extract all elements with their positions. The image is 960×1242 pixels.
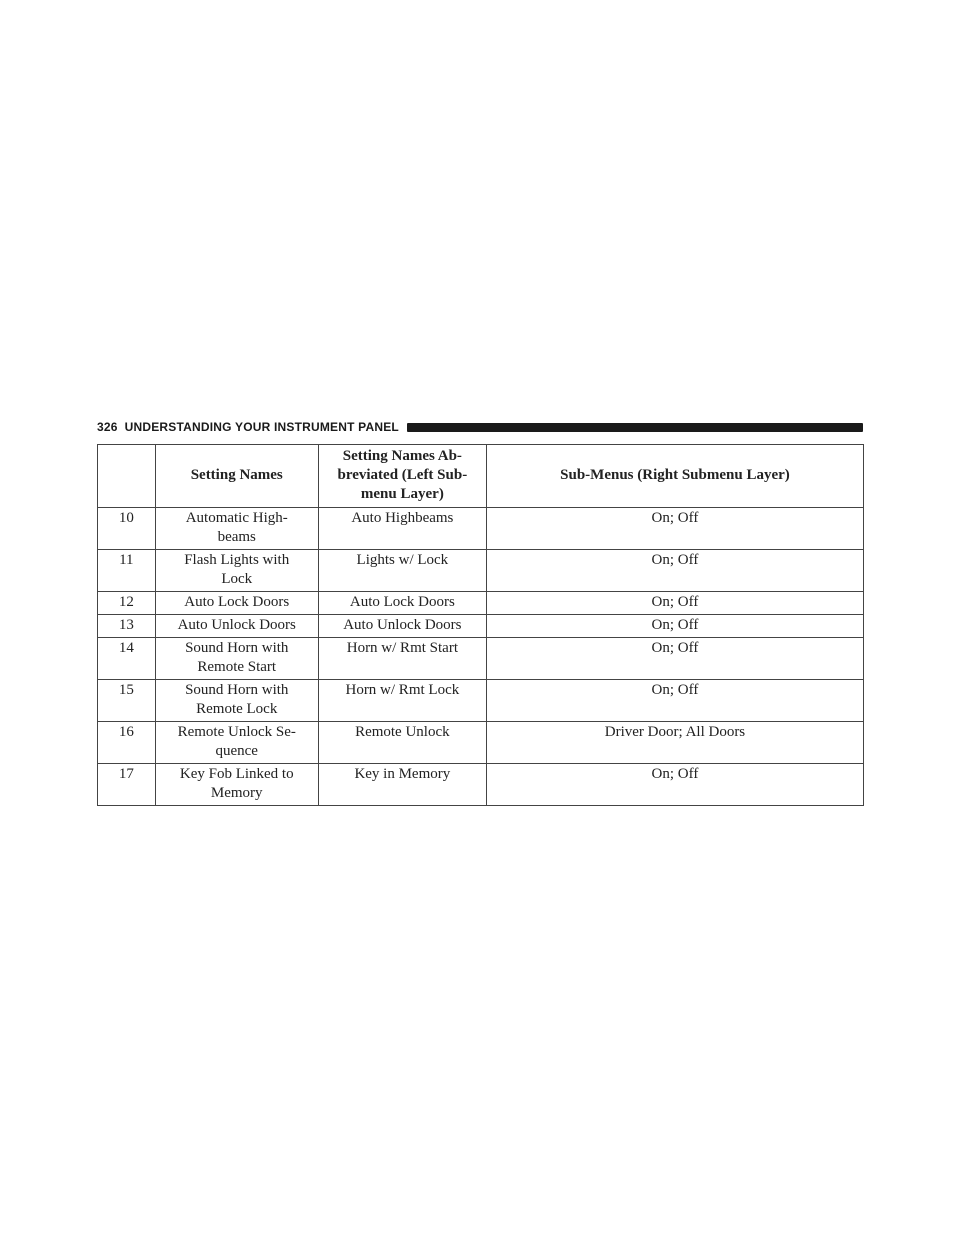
table-row (98, 508, 864, 550)
cell-abbreviated-name: Remote Unlock (318, 722, 486, 764)
cell-sub-menus: On; Off (486, 592, 863, 615)
column-header-number (98, 445, 156, 508)
cell-number: 16 (98, 722, 156, 764)
cell-abbreviated-name: Auto Highbeams (318, 508, 486, 550)
section-title: UNDERSTANDING YOUR INSTRUMENT PANEL (124, 420, 399, 434)
cell-abbreviated-name: Horn w/ Rmt Lock (318, 680, 486, 722)
table-header-row (98, 445, 864, 508)
table-row (98, 680, 864, 722)
cell-number: 14 (98, 638, 156, 680)
cell-setting-name: Key Fob Linked to Memory (155, 764, 318, 806)
cell-sub-menus: Driver Door; All Doors (486, 722, 863, 764)
column-header-sub-menus: Sub-Menus (Right Submenu Layer) (486, 445, 863, 508)
cell-number: 12 (98, 592, 156, 615)
settings-table (97, 444, 864, 806)
cell-abbreviated-name: Auto Lock Doors (318, 592, 486, 615)
table-row (98, 615, 864, 638)
cell-setting-name: Automatic High- beams (155, 508, 318, 550)
column-header-setting-names: Setting Names (155, 445, 318, 508)
cell-number: 11 (98, 550, 156, 592)
cell-abbreviated-name: Horn w/ Rmt Start (318, 638, 486, 680)
cell-setting-name: Sound Horn with Remote Lock (155, 680, 318, 722)
header-rule (407, 423, 863, 432)
table-row (98, 550, 864, 592)
cell-sub-menus: On; Off (486, 638, 863, 680)
cell-sub-menus: On; Off (486, 764, 863, 806)
table-row (98, 592, 864, 615)
table-body (98, 508, 864, 806)
cell-number: 10 (98, 508, 156, 550)
page-number: 326 (97, 420, 118, 434)
cell-setting-name: Flash Lights with Lock (155, 550, 318, 592)
table-row (98, 722, 864, 764)
cell-sub-menus: On; Off (486, 615, 863, 638)
cell-setting-name: Sound Horn with Remote Start (155, 638, 318, 680)
page-header (97, 418, 863, 436)
cell-sub-menus: On; Off (486, 550, 863, 592)
cell-setting-name: Remote Unlock Se- quence (155, 722, 318, 764)
table-row (98, 638, 864, 680)
cell-setting-name: Auto Lock Doors (155, 592, 318, 615)
table-row (98, 764, 864, 806)
cell-abbreviated-name: Key in Memory (318, 764, 486, 806)
cell-number: 15 (98, 680, 156, 722)
column-header-abbreviated: Setting Names Ab- breviated (Left Sub- menu Layer) (318, 445, 486, 508)
cell-sub-menus: On; Off (486, 508, 863, 550)
cell-number: 13 (98, 615, 156, 638)
cell-abbreviated-name: Auto Unlock Doors (318, 615, 486, 638)
cell-setting-name: Auto Unlock Doors (155, 615, 318, 638)
cell-number: 17 (98, 764, 156, 806)
cell-abbreviated-name: Lights w/ Lock (318, 550, 486, 592)
cell-sub-menus: On; Off (486, 680, 863, 722)
